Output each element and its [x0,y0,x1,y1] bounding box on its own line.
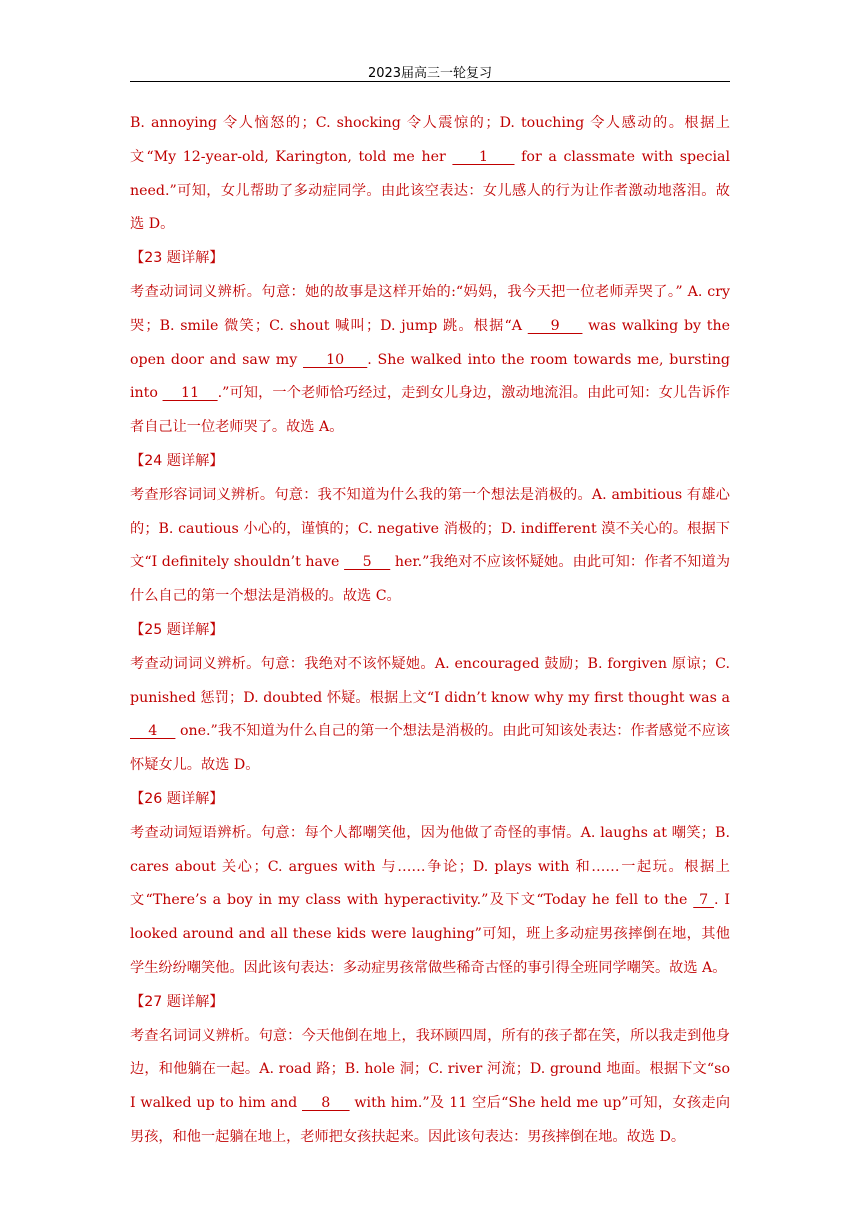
document-body [130,107,730,1155]
blank-8: 8 [302,1095,350,1112]
header-divider [130,81,730,82]
blank-5: 5 [344,554,391,571]
paragraph-q24: 考查形容词词义辨析。句意：我不知道为什么我的第一个想法是消极的。A. ambitious 有雄心的；B. cautious 小心的，谨慎的；C. negative 消极的；D. indifferent 漠不关心的。根据下文“I definitely shouldn’t have 5 her.”我绝对不应该怀疑她。由此可知：作者不知道为什么自己的第一个想法是消极的。故选 C。 [130,486,731,605]
paragraph-q27: 考查名词词义辨析。句意：今天他倒在地上，我环顾四周，所有的孩子都在笑，所以我走到他身边，和他躺在一起。A. road 路；B. hole 洞；C. river 河流；D. ground 地面。根据下文“so I walked up to him and 8 with him.”及 11 空后“She held me up”可知，女孩走向男孩，和他一起躺在地上，老师把女孩扶起来。因此该句表达：男孩摔倒在地。故选 D。 [130,1027,731,1145]
blank-4: 4 [130,723,176,740]
heading-q24: 【24 题详解】 [130,452,224,469]
paragraph-q25: 考查动词词义辨析。句意：我绝对不该怀疑她。A. encouraged 鼓励；B. forgiven 原谅；C. punished 惩罚；D. doubted 怀疑。根据上文“I didn’t know why my first thought was a 4 one.”我不知道为什么自己的第一个想法是消极的。由此可知该处表达：作者感觉不应该怀疑女儿。故选 D。 [130,655,730,774]
heading-q23: 【23 题详解】 [130,250,224,267]
paragraph-q26: 考查动词短语辨析。句意：每个人都嘲笑他，因为他做了奇怪的事情。A. laughs at 嘲笑；B. cares about 关心；C. argues with 与……争论；D. plays with 和……一起玩。根据上文“There’s a boy in my class with hyperactivity.”及下文“Today he fell to the 7 . I looked around and all these kids were laughing”可知，班上多动症男孩摔倒在地，其他学生纷纷嘲笑他。因此该句表达：多动症男孩常做些稀奇古怪的事引得全班同学嘲笑。故选 A。 [130,824,731,976]
blank-7: 7 [693,892,715,909]
heading-q26: 【26 题详解】 [130,790,224,807]
paragraph-continuation: B. annoying 令人恼怒的；C. shocking 令人震惊的；D. touching 令人感动的。根据上文“My 12-year-old, Karington, told me her 1 for a classmate with special need.”可知，女儿帮助了多动症同学。由此该空表达：女儿感人的行为让作者激动地落泪。故选 D。 [130,115,730,233]
blank-1: 1 [452,148,515,165]
heading-q25: 【25 题详解】 [130,621,224,638]
blank-10: 10 [303,351,368,368]
paragraph-q23: 考查动词词义辨析。句意：她的故事是这样开始的:“妈妈，我今天把一位老师弄哭了。” A. cry 哭；B. smile 微笑；C. shout 喊叫；D. jump 跳。根据“A 9 was walking by the open door and saw my 10 . She walked into the room towards me, bursting into 11 .”可知，一个老师恰巧经过，走到女儿身边，激动地流泪。由此可知：女儿告诉作者自己让一位老师哭了。故选 A。 [130,283,730,436]
page-header: 2023届高三一轮复习 [367,66,493,81]
blank-11: 11 [162,385,218,402]
heading-q27: 【27 题详解】 [130,993,224,1010]
blank-9: 9 [527,317,583,334]
